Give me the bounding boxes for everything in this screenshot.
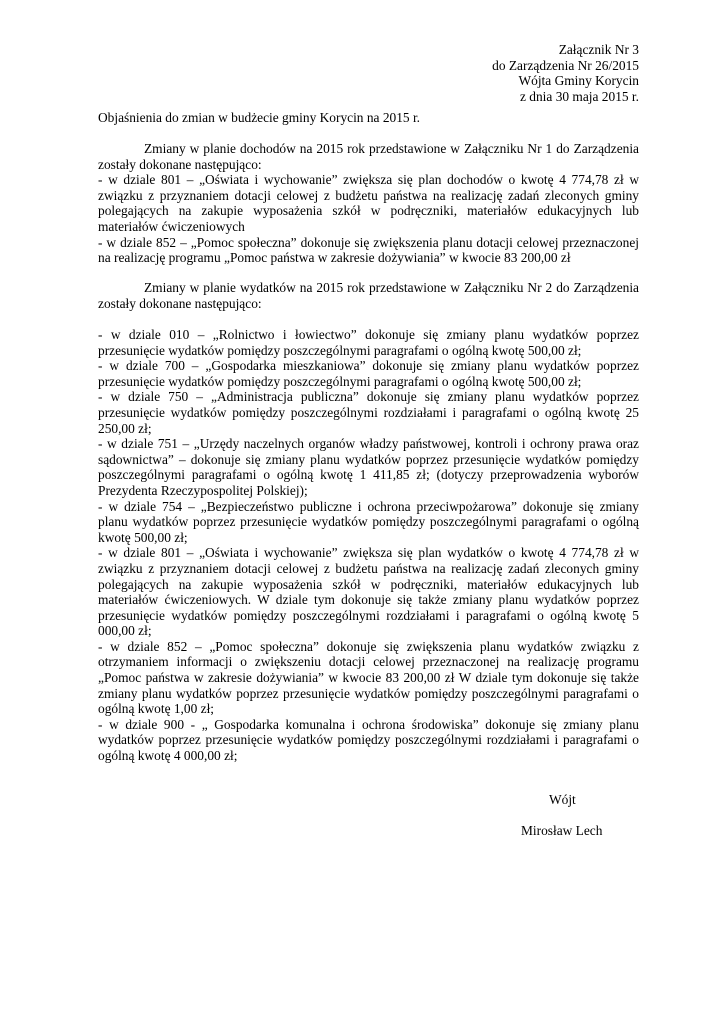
income-lead: Zmiany w planie dochodów na 2015 rok przedstawione w Załączniku Nr 1 do Zarządzenia zostały dokonane następująco: <box>98 141 639 172</box>
expense-item: - w dziale 801 – „Oświata i wychowanie” zwiększa się plan wydatków o kwotę 4 774,78 zł w związku z przyznaniem dotacji celowej z budżetu państwa na realizację zadań zleconych gminy polegających na zakupie wyposażenia szkół w podręczniki, materiałów edukacyjnych lub materiałów ćwiczeniowych. W dziale tym dokonuje się także zmiany planu wydatków poprzez przesunięcie wydatków pomiędzy poszczególnymi rozdziałami i paragrafami o ogólną kwotę 5 000,00 zł; <box>98 545 639 639</box>
income-section <box>98 141 639 266</box>
expense-item: - w dziale 852 – „Pomoc społeczna” dokonuje się zwiększenia planu wydatków związku z otrzymaniem informacji o zwiększeniu dotacji celowej przeznaczonej na realizację programu „Pomoc państwa w zakresie dożywiania” w kwocie 83 200,00 zł W dziale tym dokonuje się także zmiany planu wydatków poprzez przesunięcie wydatków pomiędzy poszczególnymi paragrafami o ogólną kwotę 1,00 zł; <box>98 638 639 717</box>
document-header <box>492 42 639 104</box>
expenses-lead: Zmiany w planie wydatków na 2015 rok przedstawione w Załączniku Nr 2 do Zarządzenia zostały dokonane następująco: <box>98 280 639 311</box>
expense-item: - w dziale 700 – „Gospodarka mieszkaniowa” dokonuje się zmiany planu wydatków poprzez przesunięcie wydatków pomiędzy poszczególnymi paragrafami o ogólną kwotę 500,00 zł; <box>98 358 639 389</box>
income-item: - w dziale 801 – „Oświata i wychowanie” zwiększa się plan dochodów o kwotę 4 774,78 zł w związku z przyznaniem dotacji celowej z budżetu państwa na realizację zadań zleconych gminy polegających na zakupie wyposażenia szkół w podręczniki, materiałów edukacyjnych lub materiałów ćwiczeniowych <box>98 172 639 234</box>
expense-item: - w dziale 010 – „Rolnictwo i łowiectwo” dokonuje się zmiany planu wydatków poprzez przesunięcie wydatków pomiędzy poszczególnymi paragrafami o ogólną kwotę 500,00 zł; <box>98 327 639 358</box>
signature-title: Wójt <box>549 792 576 807</box>
annex-number: Załącznik Nr 3 <box>558 42 639 57</box>
signature-name: Mirosław Lech <box>521 823 603 838</box>
issuer: Wójta Gminy Korycin <box>518 73 639 89</box>
expense-item: - w dziale 750 – „Administracja publiczna” dokonuje się zmiany planu wydatków poprzez przesunięcie wydatków pomiędzy poszczególnymi rozdziałami i paragrafami o ogólną kwotę 25 250,00 zł; <box>98 389 639 436</box>
expenses-section <box>98 327 639 764</box>
income-item: - w dziale 852 – „Pomoc społeczna” dokonuje się zwiększenia planu dotacji celowej przeznaczonej na realizację programu „Pomoc państwa w zakresie dożywiania” w kwocie 83 200,00 zł <box>98 234 639 266</box>
expense-item: - w dziale 754 – „Bezpieczeństwo publiczne i ochrona przeciwpożarowa” dokonuje się zmiany planu wydatków poprzez przesunięcie wydatków pomiędzy poszczególnymi paragrafami o ogólną kwotę 500,00 zł; <box>98 498 639 545</box>
document-title: Objaśnienia do zmian w budżecie gminy Korycin na 2015 r. <box>98 110 421 125</box>
document-date: z dnia 30 maja 2015 r. <box>520 88 639 104</box>
expense-item: - w dziale 900 - „ Gospodarka komunalna i ochrona środowiska” dokonuje się zmiany planu wydatków poprzez przesunięcie wydatków pomiędzy poszczególnymi rozdziałami i paragrafami o ogólną kwotę 4 000,00 zł; <box>98 716 639 764</box>
expenses-lead-section <box>98 280 639 311</box>
expense-item: - w dziale 751 – „Urzędy naczelnych organów władzy państwowej, kontroli i ochrony prawa oraz sądownictwa” – dokonuje się zmiany planu wydatków poprzez przesunięcie wydatków pomiędzy poszczególnymi paragrafami o ogólną kwotę 1 411,85 zł; (dotyczy przeprowadzenia wyborów Prezydenta Rzeczypospolitej Polskiej); <box>98 436 639 498</box>
ordinance-reference: do Zarządzenia Nr 26/2015 <box>492 57 639 73</box>
